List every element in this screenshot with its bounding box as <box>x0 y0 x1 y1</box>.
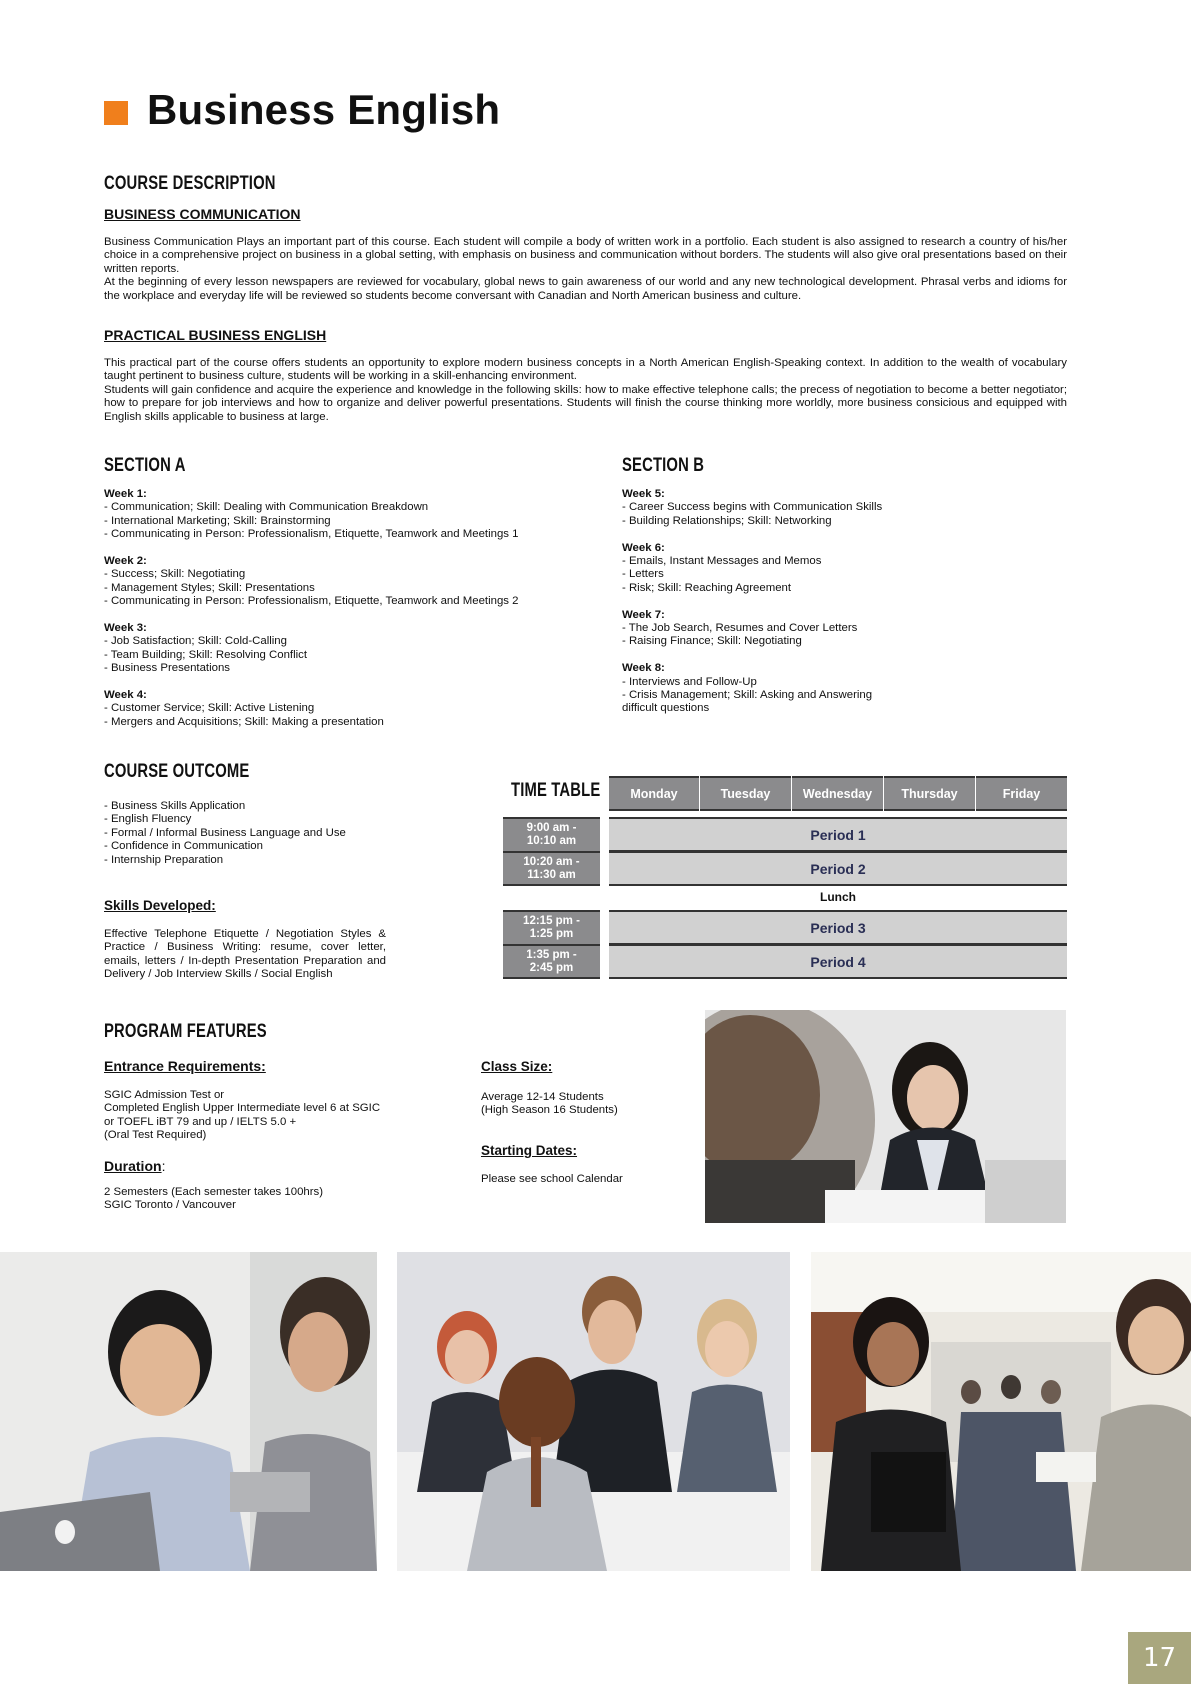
week-item: - Interviews and Follow-Up <box>622 675 757 688</box>
business-meeting-photo <box>397 1252 790 1571</box>
week-item: - Risk; Skill: Reaching Agreement <box>622 581 792 594</box>
week-item: - Communicating in Person: Professionalism, Etiquette, Teamwork and Meetings 2 <box>104 595 519 608</box>
week-item: - Career Success begins with Communication Skills <box>622 501 883 514</box>
week-label: Week 8: <box>622 662 665 675</box>
page-title: Business English <box>147 86 501 133</box>
entrance-requirements-heading: Entrance Requirements: <box>104 1058 266 1074</box>
starting-dates-heading: Starting Dates: <box>481 1143 578 1158</box>
entrance-line: SGIC Admission Test or <box>104 1089 225 1101</box>
week-item: - Communication; Skill: Dealing with Communication Breakdown <box>104 501 429 514</box>
class-size-line: (High Season 16 Students) <box>481 1104 618 1117</box>
week-label: Week 5: <box>622 488 665 500</box>
section-a-heading: SECTION A <box>104 455 186 476</box>
course-outcome-list <box>104 800 346 867</box>
week-item: - Mergers and Acquisitions; Skill: Making a presentation <box>104 715 384 728</box>
timetable-lunch: Lunch <box>820 890 856 904</box>
week-label: Week 6: <box>622 541 665 554</box>
timetable-time-1: 9:00 am - 10:10 am <box>503 817 600 851</box>
week-item: - Communicating in Person: Professionalism, Etiquette, Teamwork and Meetings 1 <box>104 528 519 541</box>
class-size-line: Average 12-14 Students <box>481 1091 604 1103</box>
timetable-period-2: Period 2 <box>609 851 1067 886</box>
outcome-item: - Formal / Informal Business Language and Use <box>104 826 346 839</box>
week-block <box>104 689 518 729</box>
starting-dates-text: Please see school Calendar <box>481 1173 623 1185</box>
entrance-line: (Oral Test Required) <box>104 1129 207 1142</box>
week-item: - Crisis Management; Skill: Asking and Answering <box>622 689 873 702</box>
outcome-item: - Business Skills Application <box>104 800 246 812</box>
week-block <box>622 609 882 649</box>
class-size-heading: Class Size: <box>481 1059 553 1074</box>
week-item: - Management Styles; Skill: Presentations <box>104 581 315 594</box>
week-item: - Job Satisfaction; Skill: Cold-Calling <box>104 635 287 648</box>
timetable-day-wednesday: Wednesday <box>792 776 883 811</box>
week-item: difficult questions <box>622 702 710 715</box>
section-a-weeks <box>104 488 518 729</box>
week-item: - Emails, Instant Messages and Memos <box>622 555 822 568</box>
practical-paragraph-2: Students will gain confidence and acquire the experience and knowledge in the following skills: how to make effective telephone calls; the precess of negotiation to become a better negotiator; how to prepare for job interviews and how to organize and deliver powerful presentations. Students will finish the course thinking more worldly, more business consicious and equipped with English skills applicable to business at large. <box>104 383 1067 423</box>
timetable-day-friday: Friday <box>976 776 1067 811</box>
title-accent-square <box>104 101 128 125</box>
practical-business-english-text <box>104 357 1067 424</box>
duration-heading-row <box>104 1158 165 1174</box>
section-b-heading: SECTION B <box>622 455 705 476</box>
duration-heading: Duration <box>104 1158 162 1174</box>
interview-photo <box>705 1010 1066 1223</box>
week-item: - Customer Service; Skill: Active Listening <box>104 702 315 715</box>
students-laptop-photo <box>0 1252 377 1571</box>
practical-paragraph-1: This practical part of the course offers students an opportunity to explore modern business concepts in a North American English-Speaking context. In addition to the wealth of vocabulary taught pertinent to business culture, students will be working in a skill-enhancing environment. <box>104 357 1067 383</box>
practical-business-english-heading: PRACTICAL BUSINESS ENGLISH <box>104 327 327 343</box>
week-block <box>104 622 518 676</box>
duration-line: SGIC Toronto / Vancouver <box>104 1199 236 1212</box>
timetable-time-3: 12:15 pm - 1:25 pm <box>503 910 600 944</box>
skills-developed-text: Effective Telephone Etiquette / Negotiation Styles & Practice / Business Writing: resume, cover letter, emails, letters / In-depth Presentation Preparation and Delivery / Job Interview Skills / Social English <box>104 928 386 981</box>
skills-developed-heading: Skills Developed: <box>104 898 216 913</box>
week-item: - The Job Search, Resumes and Cover Letters <box>622 622 858 635</box>
week-item: - Raising Finance; Skill: Negotiating <box>622 635 802 648</box>
timetable-heading: TIME TABLE <box>511 780 601 801</box>
networking-event-photo <box>811 1252 1191 1571</box>
week-item: - Building Relationships; Skill: Networking <box>622 514 832 527</box>
business-communication-heading: BUSINESS COMMUNICATION <box>104 206 301 222</box>
outcome-item: - Internship Preparation <box>104 853 224 866</box>
week-item: - Business Presentations <box>104 662 230 675</box>
week-label: Week 7: <box>622 608 665 621</box>
timetable-day-monday: Monday <box>609 776 699 811</box>
week-label: Week 3: <box>104 622 147 635</box>
entrance-requirements-list <box>104 1089 380 1143</box>
duration-list <box>104 1186 323 1213</box>
entrance-line: Completed English Upper Intermediate level 6 at SGIC <box>104 1102 381 1115</box>
page-number: 17 <box>1128 1632 1191 1684</box>
week-block <box>622 488 882 528</box>
section-b-weeks <box>622 488 882 716</box>
timetable-period-3: Period 3 <box>609 910 1067 945</box>
timetable-day-thursday: Thursday <box>884 776 975 811</box>
class-size-list <box>481 1091 618 1118</box>
outcome-item: - Confidence in Communication <box>104 840 263 853</box>
duration-line: 2 Semesters (Each semester takes 100hrs) <box>104 1186 324 1198</box>
entrance-line: or TOEFL iBT 79 and up / IELTS 5.0 + <box>104 1115 297 1128</box>
timetable-period-4: Period 4 <box>609 944 1067 979</box>
duration-colon: : <box>161 1158 166 1174</box>
timetable-time-4: 1:35 pm - 2:45 pm <box>503 944 600 979</box>
week-item: - Team Building; Skill: Resolving Conflict <box>104 648 308 661</box>
week-label: Week 1: <box>104 488 147 500</box>
business-communication-paragraph-2: At the beginning of every lesson newspapers are reviewed for vocabulary, global news to gain awareness of our world and any new technological development. Phrasal verbs and idioms for the workplace and everyday life will be reviewed so students become conversant with Canadian and North American business and culture. <box>104 276 1067 302</box>
program-features-heading: PROGRAM FEATURES <box>104 1021 267 1042</box>
business-communication-text <box>104 236 1067 303</box>
week-label: Week 4: <box>104 689 147 702</box>
timetable-day-tuesday: Tuesday <box>700 776 791 811</box>
course-outcome-heading: COURSE OUTCOME <box>104 761 250 782</box>
week-label: Week 2: <box>104 555 147 568</box>
week-item: - Letters <box>622 568 664 581</box>
outcome-item: - English Fluency <box>104 813 192 826</box>
course-description-heading: COURSE DESCRIPTION <box>104 173 276 194</box>
business-communication-paragraph-1: Business Communication Plays an important part of this course. Each student will compile a body of written work in a portfolio. Each student is also assigned to research a country of his/her choice in a comprehensive project on business in a global setting, with emphasis on business and communication without borders. The students will also give oral presentations based on their written reports. <box>104 236 1067 275</box>
timetable-time-2: 10:20 am - 11:30 am <box>503 851 600 886</box>
week-block <box>104 555 518 609</box>
timetable-period-1: Period 1 <box>609 817 1067 852</box>
week-block <box>622 542 882 596</box>
week-item: - Success; Skill: Negotiating <box>104 568 246 581</box>
week-block <box>622 662 882 716</box>
week-item: - International Marketing; Skill: Brainstorming <box>104 514 331 527</box>
week-block <box>104 488 518 542</box>
